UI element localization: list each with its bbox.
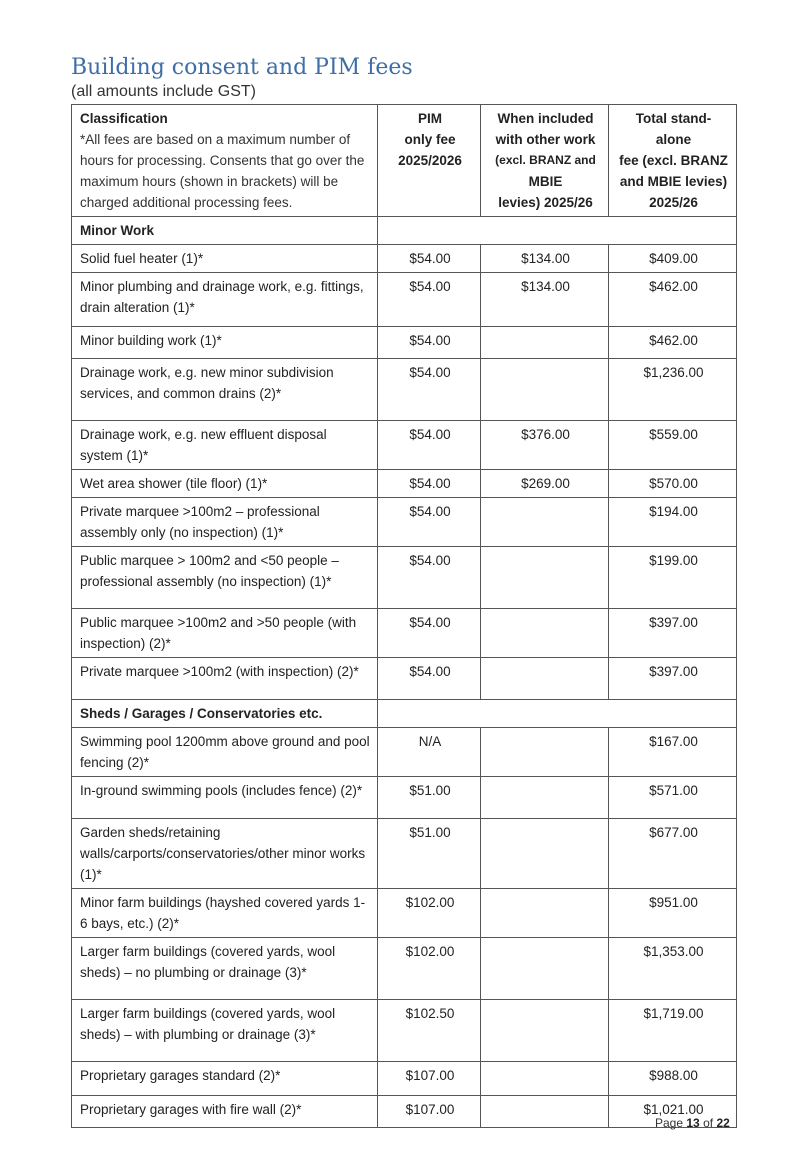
classification-cell: Private marquee >100m2 – professional assembly only (no inspection) (1)* [72,498,378,547]
footer-page-label: Page [655,1116,684,1130]
header-total-line: 2025/26 [649,195,698,210]
pim-fee-cell: $54.00 [378,245,481,273]
total-fee-cell: $677.00 [609,819,737,889]
included-fee-cell [481,1000,609,1062]
section-row [72,217,737,245]
classification-cell: Public marquee > 100m2 and <50 people – professional assembly (no inspection) (1)* [72,547,378,609]
pim-fee-cell: N/A [378,728,481,777]
header-included-line: (excl. BRANZ and [495,153,596,167]
total-fee-cell: $397.00 [609,609,737,658]
header-total-line: and MBIE levies) [619,174,728,189]
pim-fee-cell: $54.00 [378,470,481,498]
header-classification-note: *All fees are based on a maximum number of hours for processing. Consents that go over the maximum hours (shown in brackets) will be charged additional processing fees. [80,132,365,210]
included-fee-cell [481,1062,609,1096]
pim-fee-cell: $102.50 [378,1000,481,1062]
total-fee-cell: $462.00 [609,273,737,327]
page-subtitle: (all amounts include GST) [71,83,256,100]
included-fee-cell [481,658,609,700]
included-fee-cell [481,889,609,938]
table-row [72,1062,737,1096]
header-total-line: fee (excl. BRANZ [619,153,728,168]
pim-fee-cell: $54.00 [378,273,481,327]
total-fee-cell: $951.00 [609,889,737,938]
table-row [72,609,737,658]
included-fee-cell [481,498,609,547]
table-row [72,547,737,609]
table-row [72,245,737,273]
pim-fee-cell: $102.00 [378,938,481,1000]
classification-cell: Proprietary garages standard (2)* [72,1062,378,1096]
total-fee-cell: $559.00 [609,421,737,470]
classification-cell: Public marquee >100m2 and >50 people (with inspection) (2)* [72,609,378,658]
total-fee-cell: $988.00 [609,1062,737,1096]
header-total-fee [609,105,737,217]
included-fee-cell [481,819,609,889]
total-fee-cell: $1,353.00 [609,938,737,1000]
included-fee-cell [481,1096,609,1128]
included-fee-cell [481,777,609,819]
included-fee-cell: $134.00 [481,273,609,327]
pim-fee-cell: $54.00 [378,359,481,421]
total-fee-cell: $571.00 [609,777,737,819]
header-classification [72,105,378,217]
included-fee-cell: $376.00 [481,421,609,470]
table-row [72,327,737,359]
page-footer [655,1116,730,1130]
header-included-line: levies) 2025/26 [498,195,593,210]
total-fee-cell: $397.00 [609,658,737,700]
classification-cell: Swimming pool 1200mm above ground and pool fencing (2)* [72,728,378,777]
classification-cell: Larger farm buildings (covered yards, wool sheds) – with plumbing or drainage (3)* [72,1000,378,1062]
total-fee-cell: $570.00 [609,470,737,498]
included-fee-cell: $269.00 [481,470,609,498]
header-included-line: with other work [495,132,596,147]
total-fee-cell: $167.00 [609,728,737,777]
included-fee-cell [481,547,609,609]
included-fee-cell [481,609,609,658]
table-row [72,470,737,498]
header-total-line: Total stand- alone [635,111,712,147]
table-row [72,359,737,421]
pim-fee-cell: $54.00 [378,658,481,700]
table-row [72,1096,737,1128]
table-row [72,273,737,327]
footer-of-label: of [703,1116,714,1130]
total-fee-cell: $1,719.00 [609,1000,737,1062]
classification-cell: Minor farm buildings (hayshed covered yards 1-6 bays, etc.) (2)* [72,889,378,938]
classification-cell: Private marquee >100m2 (with inspection) (2)* [72,658,378,700]
section-filler [378,217,737,245]
classification-cell: Drainage work, e.g. new minor subdivision services, and common drains (2)* [72,359,378,421]
table-header-row [72,105,737,217]
table-row [72,819,737,889]
total-fee-cell: $199.00 [609,547,737,609]
pim-fee-cell: $51.00 [378,777,481,819]
header-pim-line: 2025/2026 [398,153,462,168]
header-pim-line: PIM [417,111,442,126]
included-fee-cell [481,728,609,777]
header-included-line: MBIE [528,174,563,189]
total-fee-cell: $462.00 [609,327,737,359]
section-filler [378,700,737,728]
section-title: Minor Work [72,217,378,245]
header-pim-fee [378,105,481,217]
classification-cell: Minor building work (1)* [72,327,378,359]
classification-cell: Wet area shower (tile floor) (1)* [72,470,378,498]
table-row [72,658,737,700]
section-title: Sheds / Garages / Conservatories etc. [72,700,378,728]
footer-page-number: 13 [686,1116,700,1130]
pim-fee-cell: $51.00 [378,819,481,889]
total-fee-cell: $409.00 [609,245,737,273]
total-fee-cell: $1,021.00 [609,1096,737,1128]
table-body [72,217,737,1128]
table-row [72,728,737,777]
total-fee-cell: $194.00 [609,498,737,547]
pim-fee-cell: $107.00 [378,1096,481,1128]
table-row [72,777,737,819]
table-row [72,889,737,938]
pim-fee-cell: $54.00 [378,421,481,470]
fees-table [71,104,737,1128]
pim-fee-cell: $107.00 [378,1062,481,1096]
total-fee-cell: $1,236.00 [609,359,737,421]
header-pim-line: only fee [404,132,456,147]
classification-cell: Larger farm buildings (covered yards, wool sheds) – no plumbing or drainage (3)* [72,938,378,1000]
classification-cell: Proprietary garages with fire wall (2)* [72,1096,378,1128]
header-included-line: When included [497,111,594,126]
included-fee-cell [481,938,609,1000]
classification-cell: In-ground swimming pools (includes fence) (2)* [72,777,378,819]
included-fee-cell [481,359,609,421]
pim-fee-cell: $54.00 [378,547,481,609]
classification-cell: Solid fuel heater (1)* [72,245,378,273]
classification-cell: Drainage work, e.g. new effluent disposal system (1)* [72,421,378,470]
section-row [72,700,737,728]
pim-fee-cell: $54.00 [378,327,481,359]
included-fee-cell [481,327,609,359]
table-row [72,938,737,1000]
header-classification-label: Classification [80,111,168,126]
included-fee-cell: $134.00 [481,245,609,273]
classification-cell: Minor plumbing and drainage work, e.g. fittings, drain alteration (1)* [72,273,378,327]
page-title: Building consent and PIM fees [71,55,413,80]
table-row [72,498,737,547]
footer-page-total: 22 [716,1116,730,1130]
header-included-fee [481,105,609,217]
table-row [72,1000,737,1062]
pim-fee-cell: $102.00 [378,889,481,938]
pim-fee-cell: $54.00 [378,609,481,658]
classification-cell: Garden sheds/retaining walls/carports/conservatories/other minor works (1)* [72,819,378,889]
table-row [72,421,737,470]
pim-fee-cell: $54.00 [378,498,481,547]
